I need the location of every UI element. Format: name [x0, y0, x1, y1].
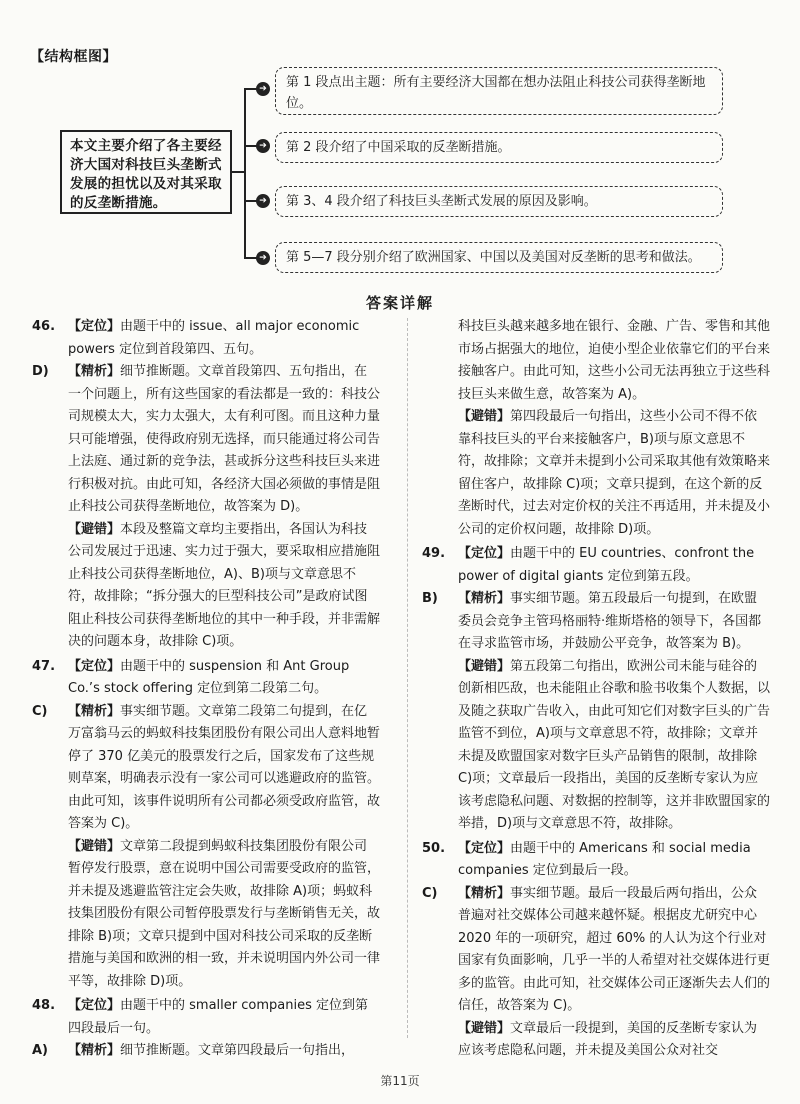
right-column: [422, 316, 770, 1065]
locate-tag: 【定位】: [458, 840, 511, 856]
error-text: 文章第二段提到蚂蚁科技集团股份有限公司暂停发行股票，意在说明中国公司需要受政府的监管，并未提及逃避监管注定会失败，故排除 A)项；蚂蚁科技集团股份有限公司暂停股票发行与垄断销售无关，故排除 B)项；文章只提到中国对科技公司采取的反垄断措施与美国和欧洲的相一致，并未说明国内外公司一律平等，故排除 D)项。: [68, 838, 381, 989]
column-divider: [407, 318, 408, 1038]
error-text: 第四段最后一句指出，这些小公司不得不依靠科技巨头的平台来接触客户，B)项与原文意思不符，故排除；文章并未提到小公司采取其他有效策略来留住客户，故排除 C)项；文章只提到，在这个新的反垄断时代，过去对定价权的关注不再适用，并未提及小公司的定价权问题，故排除 D)项。: [458, 409, 771, 537]
error-tag: 【避错】: [458, 409, 511, 424]
locate-text: 由题干中的 issue、all major economic powers 定位到首段第四、五句。: [68, 319, 360, 357]
structure-item-3: 第 3、4 段介绍了科技巨头垄断式发展的原因及影响。: [275, 186, 723, 217]
error-text: 第五段第二句指出，欧洲公司未能与硅谷的创新相匹敌，也未能阻止谷歌和脸书收集个人数据，以及随之获取广告收入，由此可知它们对数字巨头的广告监管不到位，A)项与文章意思不符，故排除；文章并未提及欧盟国家对数字巨头产品销售的限制，故排除 C)项；文章最后一段指出，美国的反垄断专家认为应该考虑隐私问题、对数据的控制等，这并非欧盟国家的举措，D)项与文章意思不符，故排除。: [458, 658, 771, 831]
arrow-circle-icon: ➔: [256, 194, 270, 208]
arrow-circle-icon: ➔: [256, 82, 270, 96]
structure-item-2: 第 2 段介绍了中国采取的反垄断措施。: [275, 132, 723, 163]
structure-main-box: 本文主要介绍了各主要经济大国对科技巨头垄断式发展的担忧以及对其采取的反垄断措施。: [60, 130, 232, 214]
locate-tag: 【定位】: [458, 546, 511, 561]
question-number: 49.: [422, 546, 446, 561]
analysis-tag: 【精析】: [458, 591, 511, 606]
arrow-circle-icon: ➔: [256, 251, 270, 265]
locate-tag: 【定位】: [68, 658, 121, 674]
question-50: [422, 838, 770, 1063]
left-column: [32, 316, 380, 1065]
structure-title: 【结构框图】: [30, 49, 117, 65]
analysis-text-continued: 科技巨头越来越多地在银行、金融、广告、零售和其他市场占据强大的地位，迫使小型企业依靠它们的平台来接触客户。由此可知，这些小公司无法再独立于这些科技巨头来做生意，故答案为 A)。: [458, 319, 771, 402]
answer-letter: A): [32, 1043, 49, 1058]
question-number: 48.: [32, 998, 56, 1013]
error-tag: 【避错】: [458, 658, 511, 674]
error-text: 文章最后一段提到，美国的反垄断专家认为应该考虑隐私问题，并未提及美国公众对社交: [458, 1020, 758, 1058]
analysis-text-start: 细节推断题。文章第四段最后一句指出，: [120, 1043, 355, 1058]
question-47: [32, 656, 380, 994]
structure-item-1: 第 1 段点出主题：所有主要经济大国都在想办法阻止科技公司获得垄断地位。: [275, 67, 723, 115]
question-number: 46.: [32, 319, 56, 334]
structure-item-4: 第 5—7 段分别介绍了欧洲国家、中国以及美国对反垄断的思考和做法。: [275, 242, 723, 273]
analysis-text: 事实细节题。文章第二段第二句提到，在亿万富翁马云的蚂蚁科技集团股份有限公司出人意料地暂停了 370 亿美元的股票发行之后，国家发布了这些规则草案，明确表示没有一家公司可以逃避政府的监管。由此可知，该事件说明所有公司都必须受政府监管，故答案为 C)。: [68, 703, 381, 831]
analysis-tag: 【精析】: [68, 364, 121, 379]
analysis-text: 细节推断题。文章首段第四、五句指出，在一个问题上，所有这些国家的看法都是一致的：科技公司规模太大，实力太强大，太有利可图。而且这种力量只可能增强，使得政府别无选择，而只能通过将公司告上法庭、通过新的竞争法，甚或拆分这些科技巨头来进行积极对抗。由此可知，各经济大国必须做的事情是阻止科技公司获得垄断地位，故答案为 D)。: [68, 364, 381, 514]
question-48: [32, 995, 380, 1063]
answer-letter: D): [32, 364, 49, 379]
connector-vertical: [244, 88, 246, 258]
answer-letter: C): [422, 885, 438, 901]
question-49: [422, 543, 770, 836]
locate-tag: 【定位】: [68, 319, 121, 334]
page-number: 第11页: [380, 1074, 420, 1088]
locate-text: 由题干中的 smaller companies 定位到第四段最后一句。: [68, 998, 368, 1036]
error-tag: 【避错】: [68, 521, 121, 537]
locate-text: 由题干中的 suspension 和 Ant Group Co.’s stock offering 定位到第二段第二句。: [68, 658, 350, 696]
analysis-tag: 【精析】: [458, 885, 511, 901]
answer-letter: B): [422, 591, 438, 606]
arrow-circle-icon: ➔: [256, 139, 270, 153]
error-tag: 【避错】: [68, 838, 121, 854]
error-tag: 【避错】: [458, 1020, 511, 1036]
analysis-text: 事实细节题。第五段最后一句提到，在欧盟委员会竞争主管玛格丽特·维斯塔格的领导下，各国都在寻求监管市场，并鼓励公平竞争，故答案为 B)。: [458, 591, 762, 651]
analysis-tag: 【精析】: [68, 703, 121, 719]
error-text: 本段及整篇文章均主要指出，各国认为科技公司发展过于迅速、实力过于强大，要采取相应措施阻止科技公司获得垄断地位，A)、B)项与文章意思不符，故排除；“拆分强大的巨型科技公司”是政府试图阻止科技公司获得垄断地位的其中一种手段，并非需解决的问题本身，故排除 C)项。: [68, 521, 381, 649]
answer-letter: C): [32, 703, 48, 719]
question-number: 50.: [422, 840, 446, 856]
analysis-text: 事实细节题。最后一段最后两句指出，公众普遍对社交媒体公司越来越怀疑。根据皮尤研究中心 2020 年的一项研究，超过 60% 的人认为这个行业对国家有负面影响，几乎一半的人希望对社交媒体进行更多的监管。由此可知，社交媒体公司正逐渐失去人们的信任，故答案为 C)。: [458, 885, 771, 1013]
analysis-tag: 【精析】: [68, 1043, 121, 1058]
question-48-continued: [422, 316, 770, 541]
locate-tag: 【定位】: [68, 998, 121, 1013]
locate-text: 由题干中的 EU countries、confront the power of digital giants 定位到第五段。: [458, 546, 755, 584]
locate-text: 由题干中的 Americans 和 social media companies 定位到最后一段。: [458, 840, 751, 878]
question-46: [32, 316, 380, 654]
answers-title: 答案详解: [365, 294, 434, 312]
question-number: 47.: [32, 658, 56, 674]
